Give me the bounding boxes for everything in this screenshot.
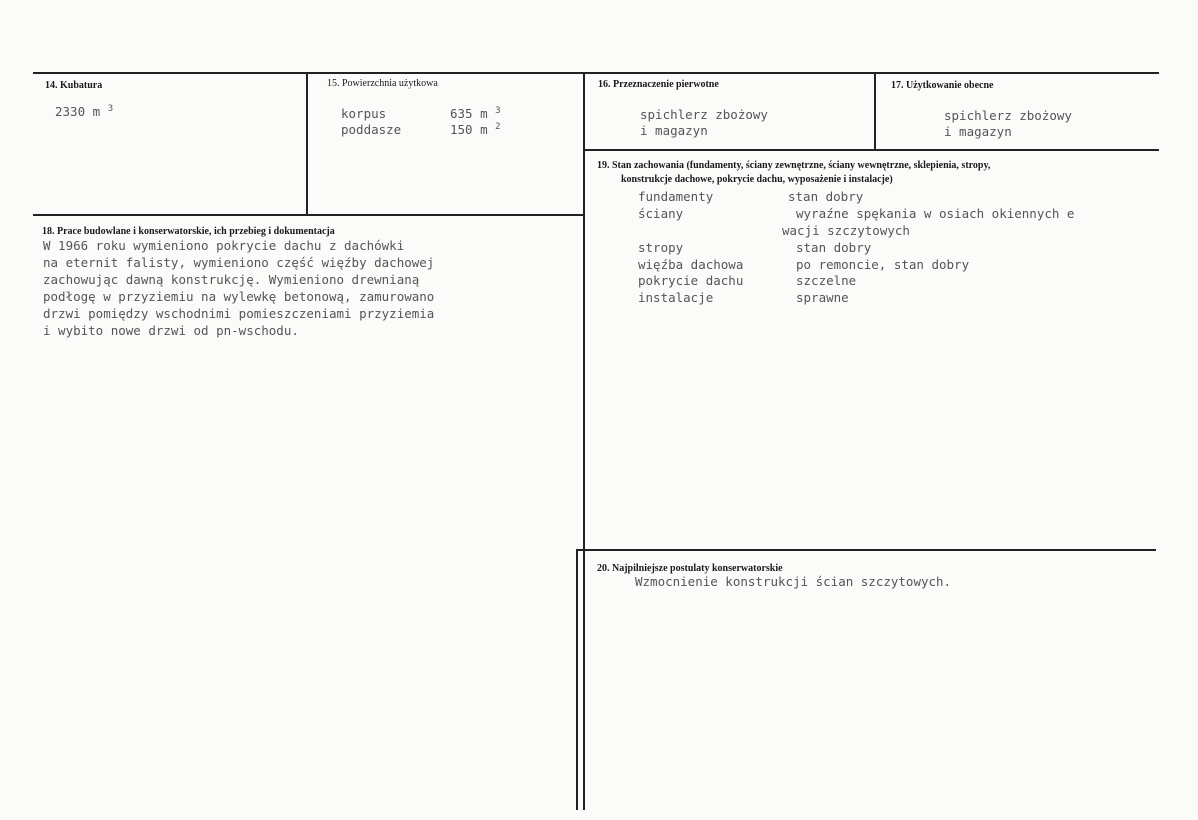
field-19-row-value: po remoncie, stan dobry xyxy=(796,257,970,272)
korpus-exponent: 3 xyxy=(495,105,501,116)
divider-16-17 xyxy=(874,72,876,150)
field-17-label: 17. Użytkowanie obecne xyxy=(891,80,994,91)
field-15-row-value xyxy=(450,105,501,122)
field-20-label: 20. Najpilniejsze postulaty konserwatorskie xyxy=(597,563,783,574)
field-18-line: zachowując dawną konstrukcję. Wymieniono drewnianą xyxy=(43,272,420,287)
field-16-line1: spichlerz zbożowy xyxy=(640,107,768,122)
field-17-line2: i magazyn xyxy=(944,124,1012,139)
field-16-label: 16. Przeznaczenie pierwotne xyxy=(598,79,719,90)
field-19-row-name: fundamenty xyxy=(638,189,714,204)
field-15-row-name: korpus xyxy=(341,106,387,121)
kubatura-value: 2330 m xyxy=(55,104,101,119)
divider-left-middle xyxy=(33,214,585,216)
field-19-row-value: sprawne xyxy=(796,290,849,305)
field-18-line: podłogę w przyziemiu na wylewkę betonową, zamurowano xyxy=(43,289,435,304)
field-19-row-name: pokrycie dachu xyxy=(638,273,744,288)
field-18-line: i wybito nowe drzwi od pn-wschodu. xyxy=(43,323,299,338)
field-19-row-value: stan dobry xyxy=(788,189,864,204)
field-19-row-name: więźba dachowa xyxy=(638,257,744,272)
field-14-value xyxy=(55,103,113,120)
field-19-row-name: stropy xyxy=(638,240,684,255)
field-18-line: na eternit falisty, wymieniono część więźby dachowej xyxy=(43,255,435,270)
field-15-label: 15. Powierzchnia użytkowa xyxy=(327,78,438,89)
field-20-text: Wzmocnienie konstrukcji ścian szczytowych. xyxy=(635,574,952,589)
kubatura-unit-exponent: 3 xyxy=(107,103,114,114)
top-border xyxy=(33,72,1159,74)
field-18-line: W 1966 roku wymieniono pokrycie dachu z dachówki xyxy=(43,238,405,253)
divider-right-middle xyxy=(576,549,1156,551)
field-15-row-name: poddasze xyxy=(341,122,402,137)
field-19-row-name: ściany xyxy=(638,206,684,221)
field-19-label: 19. Stan zachowania (fundamenty, ściany zewnętrzne, ściany wewnętrzne, sklepienia, stropy, xyxy=(597,160,991,171)
field-16-line2: i magazyn xyxy=(640,123,708,138)
field-18-line: drzwi pomiędzy wschodnimi pomieszczeniami przyziemia xyxy=(43,306,435,321)
field-15-row-value xyxy=(450,121,501,138)
divider-left-lower xyxy=(576,549,578,810)
korpus-value: 635 m xyxy=(450,106,488,121)
field-19-row-value-cont: wacji szczytowych xyxy=(782,223,910,238)
divider-14-15 xyxy=(306,72,308,215)
field-14-label: 14. Kubatura xyxy=(45,80,103,91)
field-18-label: 18. Prace budowlane i konserwatorskie, ich przebieg i dokumentacja xyxy=(42,226,335,237)
poddasze-value: 150 m xyxy=(450,122,488,137)
field-19-row-value: wyraźne spękania w osiach okiennych e xyxy=(796,206,1075,221)
divider-15-16 xyxy=(583,72,585,810)
field-19-row-value: szczelne xyxy=(796,273,857,288)
field-19-row-value: stan dobry xyxy=(796,240,872,255)
divider-right-top xyxy=(583,149,1159,151)
field-19-row-name: instalacje xyxy=(638,290,714,305)
field-19-label-cont: konstrukcje dachowe, pokrycie dachu, wyposażenie i instalacje) xyxy=(621,174,893,185)
field-17-line1: spichlerz zbożowy xyxy=(944,108,1072,123)
poddasze-exponent: 2 xyxy=(495,121,501,132)
